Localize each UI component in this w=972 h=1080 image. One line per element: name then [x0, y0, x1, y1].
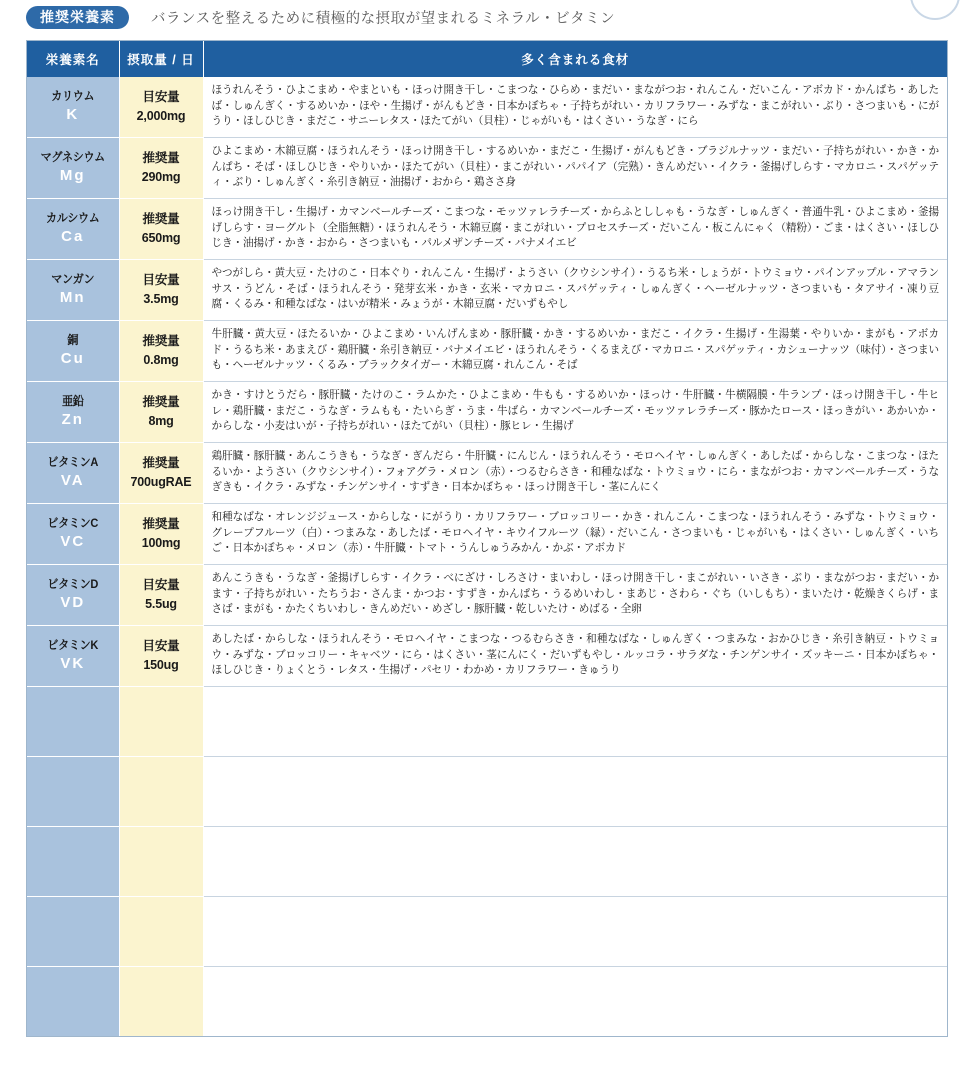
intake-cell: [119, 565, 203, 626]
nutrient-name-cell: [27, 687, 119, 757]
foods-cell: [203, 827, 947, 897]
intake-value: 3.5mg: [143, 291, 179, 306]
table-row: [27, 382, 947, 443]
nutrient-name-cell: [27, 260, 119, 321]
intake-cell: [119, 321, 203, 382]
intake-cell: [119, 757, 203, 827]
intake-value: 150ug: [143, 658, 179, 673]
foods-cell: [203, 897, 947, 967]
table-row: [27, 967, 947, 1037]
intake-label: 推奨量: [142, 455, 180, 470]
intake-value: 700ugRAE: [130, 474, 192, 489]
nutrient-symbol: VC: [60, 532, 86, 550]
foods-cell: ほっけ開き干し・生揚げ・カマンベールチーズ・こまつな・モッツァレラチーズ・からふとししゃも・うなぎ・しゅんぎく・普通牛乳・ひよこまめ・釜揚げしらす・ヨーグルト（全脂無糖）・ほうれんそう・木綿豆腐・まこがれい・プロセスチーズ・だいこん・板こんにゃく（精粉）・ごま・はくさい・ほしひじき・油揚げ・かき・おから・さつまいも・パルメザンチーズ・バナメイエビ: [203, 199, 947, 260]
foods-cell: ほうれんそう・ひよこまめ・やまといも・ほっけ開き干し・こまつな・ひらめ・まだい・まながつお・れんこん・だいこん・アボカド・かんぱち・あしたば・しゅんぎく・するめいか・ほや・生揚げ・がんもどき・日本かぼちゃ・子持ちがれい・カリフラワー・みずな・まこがれい・ぶり・さつまいも・にがうり・ほしひじき・まだこ・サニーレタス・ほたてがい（貝柱）・じゃがいも・はくさい・うなぎ・にら: [203, 77, 947, 138]
table-row: [27, 757, 947, 827]
intake-cell: [119, 687, 203, 757]
intake-label: 推奨量: [142, 211, 180, 226]
intake-cell: [119, 626, 203, 687]
intake-value: 650mg: [141, 230, 181, 245]
nutrient-symbol: K: [66, 105, 80, 123]
intake-value: 290mg: [141, 169, 181, 184]
nutrient-name-cell: [27, 321, 119, 382]
foods-cell: [203, 687, 947, 757]
table-header-row: [27, 41, 947, 77]
nutrient-symbol: Cu: [60, 349, 85, 367]
table-row: [27, 443, 947, 504]
nutrient-name-jp: 銅: [67, 332, 79, 347]
intake-label: 目安量: [142, 272, 180, 287]
table-header: [27, 41, 947, 77]
header-subtitle: バランスを整えるために積極的な摂取が望まれるミネラル・ビタミン: [151, 10, 616, 27]
nutrient-name-jp: 亜鉛: [61, 393, 84, 408]
nutrient-name-cell: [27, 897, 119, 967]
intake-cell: [119, 504, 203, 565]
foods-cell: 和種なばな・オレンジジュース・からしな・にがうり・カリフラワー・ブロッコリー・かき・れんこん・こまつな・ほうれんそう・みずな・トウミョウ・グレープフルーツ（白）・つまみな・あしたば・モロヘイヤ・キウイフルーツ（緑）・だいこん・さつまいも・じゃがいも・はくさい・しゅんぎく・いちご・日本かぼちゃ・メロン（赤）・牛肝臓・トマト・うんしゅうみかん・かぶ・アボカド: [203, 504, 947, 565]
table-row: [27, 504, 947, 565]
intake-label: 目安量: [142, 89, 180, 104]
nutrient-name-cell: [27, 626, 119, 687]
nutrient-name-cell: [27, 382, 119, 443]
nutrient-name-jp: マンガン: [51, 271, 95, 286]
table-row: [27, 321, 947, 382]
column-header-intake: 摂取量 / 日: [119, 41, 203, 77]
nutrient-name-jp: ビタミンC: [47, 515, 99, 530]
intake-cell: [119, 443, 203, 504]
nutrient-name-cell: [27, 77, 119, 138]
intake-label: 推奨量: [142, 150, 180, 165]
nutrient-name-jp: マグネシウム: [40, 149, 105, 164]
nutrient-table-container: [26, 40, 948, 1037]
intake-label: 目安量: [142, 578, 180, 592]
nutrient-name-cell: [27, 443, 119, 504]
column-header-foods: 多く含まれる食材: [203, 41, 947, 77]
column-header-nutrient-name: 栄養素名: [27, 41, 119, 77]
intake-label: 推奨量: [142, 394, 180, 409]
intake-cell: [119, 382, 203, 443]
intake-value: 0.8mg: [143, 352, 179, 367]
nutrient-name-jp: ビタミンD: [47, 576, 99, 591]
table-row: [27, 626, 947, 687]
intake-cell: [119, 967, 203, 1037]
table-row: [27, 199, 947, 260]
nutrient-name-cell: [27, 565, 119, 626]
nutrient-name-cell: [27, 199, 119, 260]
nutrient-symbol: VA: [60, 471, 85, 489]
foods-cell: [203, 757, 947, 827]
foods-cell: 鶏肝臓・豚肝臓・あんこうきも・うなぎ・ぎんだら・牛肝臓・にんじん・ほうれんそう・モロヘイヤ・しゅんぎく・あしたば・からしな・こまつな・ほたるいか・ようさい（クウシンサイ）・フォアグラ・メロン（赤）・つるむらさき・和種なばな・トウミョウ・にら・まながつお・カマンベールチーズ・うなぎきも・イクラ・みずな・チンゲンサイ・すずき・日本かぼちゃ・ほっけ開き干し・茎にんにく: [203, 443, 947, 504]
nutrient-symbol: Mg: [59, 166, 86, 184]
recommended-nutrients-badge: 推奨栄養素: [26, 6, 129, 29]
foods-cell: あしたば・からしな・ほうれんそう・モロヘイヤ・こまつな・つるむらさき・和種なばな・しゅんぎく・つまみな・おかひじき・糸引き納豆・トウミョウ・みずな・ブロッコリー・キャベツ・にら・はくさい・茎にんにく・だいずもやし・ルッコラ・サラダな・チンゲンサイ・ズッキーニ・日本かぼちゃ・ほしひじき・りょくとう・レタス・生揚げ・パセリ・わかめ・カリフラワー・きゅうり: [203, 626, 947, 687]
table-row: [27, 827, 947, 897]
page-header: [0, 0, 972, 34]
nutrient-name-jp: ビタミンK: [47, 638, 99, 652]
nutrient-table: [27, 41, 947, 1037]
nutrient-symbol: Zn: [61, 410, 84, 428]
intake-cell: [119, 827, 203, 897]
intake-value: 100mg: [141, 535, 181, 550]
table-row: [27, 138, 947, 199]
foods-cell: [203, 967, 947, 1037]
intake-label: 推奨量: [142, 516, 180, 531]
intake-label: 推奨量: [142, 333, 180, 348]
nutrient-name-cell: [27, 967, 119, 1037]
table-row: [27, 897, 947, 967]
nutrient-name-cell: [27, 757, 119, 827]
nutrient-name-cell: [27, 138, 119, 199]
nutrient-symbol: Ca: [61, 227, 85, 245]
table-row: [27, 260, 947, 321]
nutrient-name-jp: カルシウム: [46, 210, 100, 225]
table-row: [27, 77, 947, 138]
foods-cell: 牛肝臓・黄大豆・ほたるいか・ひよこまめ・いんげんまめ・豚肝臓・かき・するめいか・まだこ・イクラ・生揚げ・生湯葉・やりいか・まがも・アボカド・うるち米・あまえび・鶏肝臓・糸引き納豆・バナメイエビ・ほうれんそう・くるまえび・マカロニ・スパゲッティ・カシューナッツ（味付）・さつまいも・ヘーゼルナッツ・くるみ・ブラックタイガー・木綿豆腐・れんこん・そば: [203, 321, 947, 382]
nutrient-name-jp: ビタミンA: [47, 454, 99, 469]
nutrient-name-cell: [27, 504, 119, 565]
intake-cell: [119, 260, 203, 321]
intake-label: 目安量: [142, 639, 180, 654]
intake-value: 8mg: [148, 413, 174, 428]
circle-decoration-icon: [910, 0, 960, 20]
nutrient-name-cell: [27, 827, 119, 897]
table-row: [27, 687, 947, 757]
intake-cell: [119, 138, 203, 199]
intake-cell: [119, 77, 203, 138]
foods-cell: かき・すけとうだら・豚肝臓・たけのこ・ラムかた・ひよこまめ・牛もも・するめいか・ほっけ・牛肝臓・牛横隔膜・牛ランプ・ほっけ開き干し・牛ヒレ・鶏肝臓・まだこ・うなぎ・ラムもも・たいらぎ・うま・牛ばら・カマンベールチーズ・モッツァレラチーズ・豚かたロース・ほっきがい・あかいか・からしな・小麦はいが・子持ちがれい・ほたてがい（貝柱）・豚ヒレ・生揚げ: [203, 382, 947, 443]
foods-cell: ひよこまめ・木綿豆腐・ほうれんそう・ほっけ開き干し・するめいか・まだこ・生揚げ・がんもどき・ブラジルナッツ・まだい・子持ちがれい・かき・かんぱち・そば・ほしひじき・やりいか・ほたてがい（貝柱）・まこがれい・パパイア（完熟）・きんめだい・イクラ・釜揚げしらす・マカロニ・スパゲッティ・ぶり・しゅんぎく・糸引き納豆・油揚げ・おから・鶏ささ身: [203, 138, 947, 199]
foods-cell: あんこうきも・うなぎ・釜揚げしらす・イクラ・べにざけ・しろさけ・まいわし・ほっけ開き干し・まこがれい・いさき・ぶり・まながつお・まだい・かます・子持ちがれい・たちうお・さんま・かつお・すずき・かんぱち・うるめいわし・まあじ・さわら・ぐち（いしもち）・まいたけ・乾燥きくらげ・まさば・まがも・かたくちいわし・きんめだい・めざし・豚肝臓・乾しいたけ・めばる・全卵: [203, 565, 947, 626]
foods-cell: やつがしら・黄大豆・たけのこ・日本ぐり・れんこん・生揚げ・ようさい（クウシンサイ）・うるち米・しょうが・トウミョウ・パインアップル・アマランサス・うどん・そば・ほうれんそう・発芽玄米・かき・玄米・マカロニ・スパゲッティ・しゅんぎく・ヘーゼルナッツ・さつまいも・タアサイ・凍り豆腐・くるみ・和種なばな・はいが精米・みょうが・木綿豆腐・だいずもやし: [203, 260, 947, 321]
nutrient-symbol: Mn: [59, 288, 86, 306]
intake-cell: [119, 897, 203, 967]
table-body: [27, 77, 947, 1037]
nutrient-name-jp: カリウム: [51, 88, 95, 103]
intake-cell: [119, 199, 203, 260]
intake-value: 5.5ug: [145, 597, 177, 611]
nutrient-symbol: VD: [60, 593, 86, 611]
intake-value: 2,000mg: [136, 108, 186, 123]
table-row: [27, 565, 947, 626]
nutrient-symbol: VK: [60, 654, 86, 672]
